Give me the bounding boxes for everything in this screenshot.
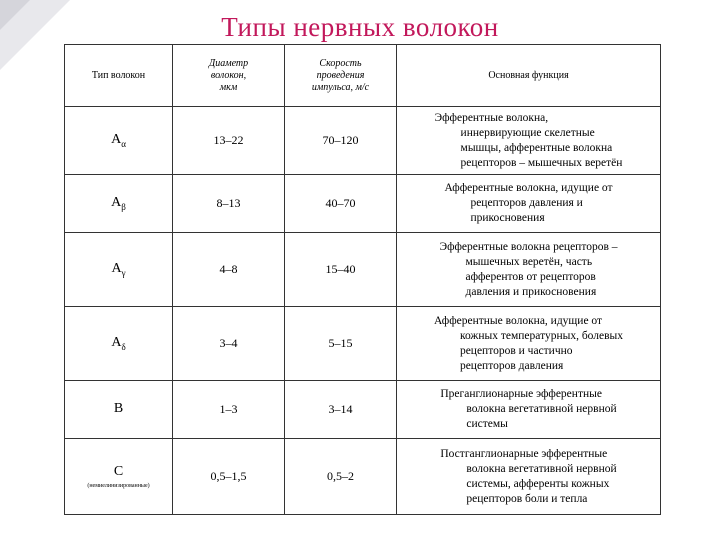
table-row (65, 439, 661, 515)
function-cell: Преганглионарные эфферентные волокна вегетативной нервной системы (397, 381, 661, 439)
function-cell: Постганглионарные эфферентные волокна вегетативной нервной системы, афференты кожных рецепторов боли и тепла (397, 439, 661, 515)
speed-cell: 0,5–2 (285, 439, 397, 515)
table-row (65, 381, 661, 439)
fiber-type-cell: $A_\delta$ (65, 307, 173, 381)
diameter-cell: 0,5–1,5 (173, 439, 285, 515)
diameter-cell: 13–22 (173, 107, 285, 175)
header-function: Основная функция (397, 45, 661, 107)
header-type: Тип волокон (65, 45, 173, 107)
diameter-cell: 8–13 (173, 175, 285, 233)
nerve-fiber-table (64, 44, 661, 515)
speed-cell: 40–70 (285, 175, 397, 233)
table-row (65, 107, 661, 175)
speed-cell: 15–40 (285, 233, 397, 307)
function-cell: Афферентные волокна, идущие от рецепторов давления и прикосновения (397, 175, 661, 233)
slide-title: Типы нервных волокон (221, 12, 499, 42)
fiber-type-cell: $A_\alpha$ (65, 107, 173, 175)
diameter-cell: 3–4 (173, 307, 285, 381)
speed-cell: 70–120 (285, 107, 397, 175)
function-cell: Эфферентные волокна рецепторов – мышечных веретён, часть афферентов от рецепторов давления и прикосновения (397, 233, 661, 307)
fiber-type-cell: C (немиелинизированные) (65, 439, 173, 515)
header-speed: Скорость проведения импульса, м/с (285, 45, 397, 107)
unmyelinated-note: (немиелинизированные) (87, 482, 150, 489)
function-cell: Эфферентные волокна, иннервирующие скелетные мышцы, афферентные волокна рецепторов – мышечных веретён (397, 107, 661, 175)
speed-cell: 5–15 (285, 307, 397, 381)
table-header-row (65, 45, 661, 107)
table-row (65, 175, 661, 233)
diameter-cell: 1–3 (173, 381, 285, 439)
header-diameter: Диаметр волокон, мкм (173, 45, 285, 107)
table-row (65, 307, 661, 381)
table-row (65, 233, 661, 307)
fiber-type-cell: B (65, 381, 173, 439)
speed-cell: 3–14 (285, 381, 397, 439)
function-cell: Афферентные волокна, идущие от кожных температурных, болевых рецепторов и частично рецепторов давления (397, 307, 661, 381)
fiber-type-cell: $A_\beta$ (65, 175, 173, 233)
fiber-type-cell: $A_\gamma$ (65, 233, 173, 307)
diameter-cell: 4–8 (173, 233, 285, 307)
